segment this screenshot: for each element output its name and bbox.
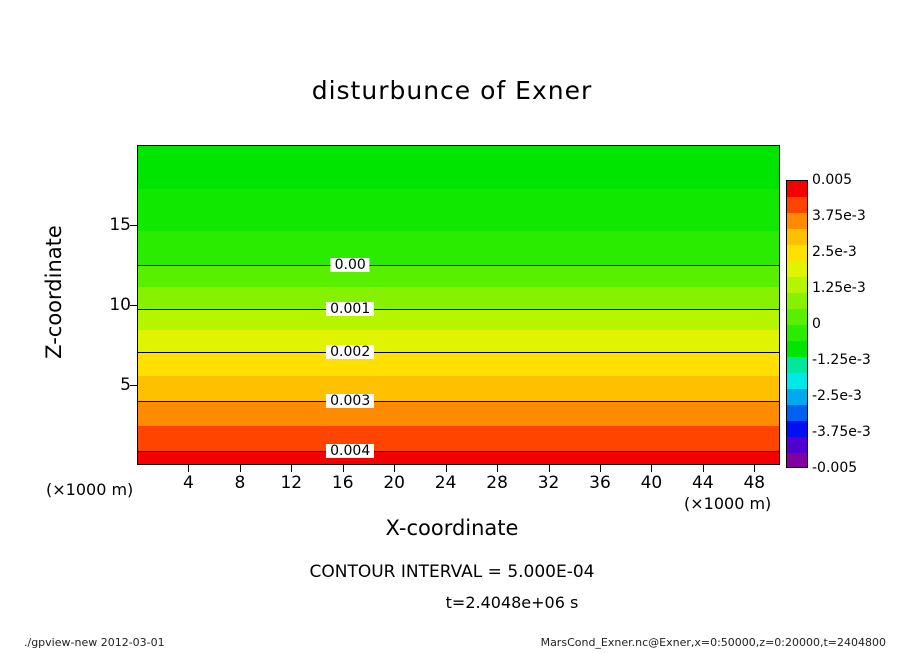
colorbar-tick-label: -0.005 xyxy=(812,460,858,476)
x-tick-label: 44 xyxy=(692,473,714,493)
contour-interval-label: CONTOUR INTERVAL = 5.000E-04 xyxy=(309,562,595,582)
colorbar-cell xyxy=(787,341,807,358)
footer-right: MarsCond_Exner.nc@Exner,x=0:50000,z=0:20000,t=2404800 xyxy=(540,636,886,649)
color-band xyxy=(138,352,779,376)
x-tick-mark xyxy=(497,465,498,472)
x-tick-mark xyxy=(549,465,550,472)
contour-line xyxy=(138,352,779,353)
contour-line xyxy=(138,265,779,266)
x-tick-label: 24 xyxy=(434,473,457,493)
x-tick-mark xyxy=(291,465,292,472)
colorbar-cell xyxy=(787,405,807,422)
x-tick-mark xyxy=(240,465,241,472)
colorbar-tick-label: 2.5e-3 xyxy=(812,244,857,260)
x-axis xyxy=(137,465,780,495)
colorbar-tick-label: -3.75e-3 xyxy=(812,424,871,440)
y-tick-mark xyxy=(130,385,137,386)
contour-label: 0.004 xyxy=(326,444,374,458)
colorbar xyxy=(786,180,808,468)
color-band xyxy=(138,287,779,309)
x-tick-label: 4 xyxy=(183,473,194,493)
colorbar-cell xyxy=(787,325,807,342)
colorbar-cell xyxy=(787,277,807,294)
color-band xyxy=(138,376,779,401)
x-axis-title: X-coordinate xyxy=(385,516,519,540)
x-tick-mark xyxy=(600,465,601,472)
contour-line xyxy=(138,309,779,310)
colorbar-tick-label: 0 xyxy=(812,316,821,332)
colorbar-tick-label: 0.005 xyxy=(812,172,853,188)
x-unit-left-label: (×1000 m) xyxy=(46,480,134,499)
color-band xyxy=(138,309,779,330)
y-axis-title: Z-coordinate xyxy=(42,225,66,359)
color-band xyxy=(138,265,779,287)
colorbar-cell xyxy=(787,389,807,406)
x-tick-mark xyxy=(754,465,755,472)
time-label: t=2.4048e+06 s xyxy=(445,593,579,612)
x-tick-label: 20 xyxy=(383,473,406,493)
x-tick-label: 48 xyxy=(743,473,766,493)
x-tick-label: 12 xyxy=(280,473,303,493)
y-tick-label: 10 xyxy=(109,295,131,315)
contour-label: 0.00 xyxy=(331,258,370,272)
y-tick-label: 5 xyxy=(120,375,131,395)
x-tick-mark xyxy=(188,465,189,472)
colorbar-cell xyxy=(787,373,807,390)
x-tick-mark xyxy=(394,465,395,472)
color-band xyxy=(138,401,779,426)
colorbar-cell xyxy=(787,229,807,246)
contour-line xyxy=(138,451,779,452)
colorbar-cell xyxy=(787,197,807,214)
x-tick-label: 40 xyxy=(640,473,663,493)
page-title: disturbunce of Exner xyxy=(311,76,593,105)
colorbar-cell xyxy=(787,293,807,310)
colorbar-cell xyxy=(787,453,807,468)
y-tick-mark xyxy=(130,305,137,306)
colorbar-cell xyxy=(787,181,807,198)
colorbar-cell xyxy=(787,309,807,326)
colorbar-tick-label: 3.75e-3 xyxy=(812,208,866,224)
y-tick-label: 15 xyxy=(109,215,131,235)
x-tick-label: 28 xyxy=(486,473,508,493)
contour-line xyxy=(138,401,779,402)
x-tick-mark xyxy=(446,465,447,472)
color-band xyxy=(138,231,779,265)
plot-area xyxy=(137,145,780,465)
x-unit-right-label: (×1000 m) xyxy=(684,494,772,513)
colorbar-cell xyxy=(787,213,807,230)
x-tick-label: 32 xyxy=(537,473,560,493)
color-band xyxy=(138,330,779,352)
contour-label: 0.003 xyxy=(326,394,374,408)
x-tick-mark xyxy=(343,465,344,472)
colorbar-cell xyxy=(787,437,807,454)
colorbar-cell xyxy=(787,421,807,438)
footer-left: ./gpview-new 2012-03-01 xyxy=(24,636,165,649)
x-tick-label: 36 xyxy=(589,473,611,493)
y-axis xyxy=(107,145,137,465)
color-band xyxy=(138,451,779,465)
x-tick-mark xyxy=(651,465,652,472)
colorbar-cell xyxy=(787,357,807,374)
colorbar-cell xyxy=(787,245,807,262)
color-band xyxy=(138,146,779,189)
color-band xyxy=(138,189,779,231)
y-tick-mark xyxy=(130,225,137,226)
colorbar-tick-label: 1.25e-3 xyxy=(812,280,866,296)
color-band xyxy=(138,426,779,451)
colorbar-tick-label: -2.5e-3 xyxy=(812,388,862,404)
x-tick-label: 8 xyxy=(234,473,246,493)
contour-label: 0.001 xyxy=(326,302,374,316)
x-tick-label: 16 xyxy=(331,473,354,493)
colorbar-cell xyxy=(787,261,807,278)
contour-label: 0.002 xyxy=(326,345,374,359)
colorbar-tick-label: -1.25e-3 xyxy=(812,352,871,368)
x-tick-mark xyxy=(703,465,704,472)
